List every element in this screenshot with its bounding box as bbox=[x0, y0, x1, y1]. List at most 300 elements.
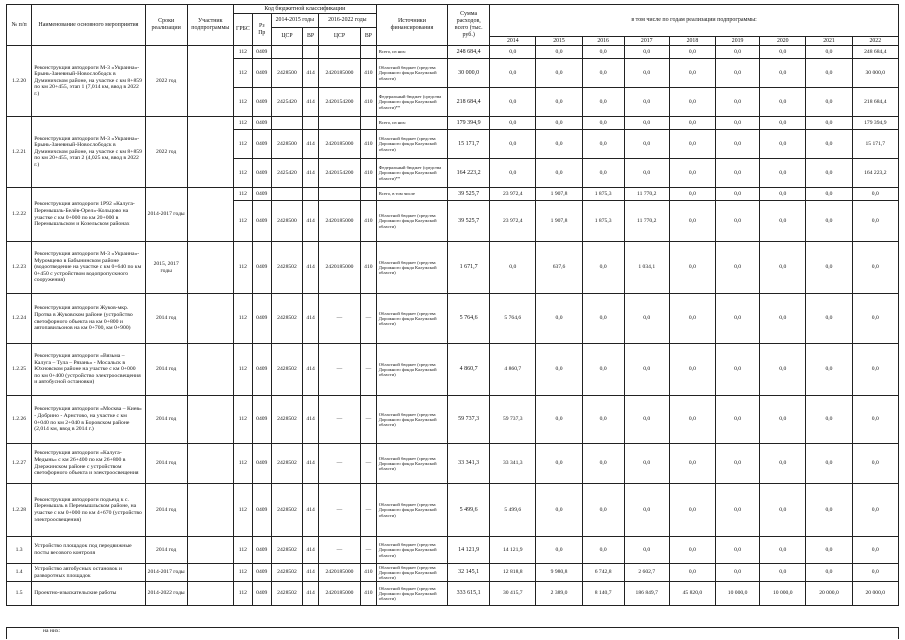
cell-year-value: 20 000,0 bbox=[852, 582, 898, 606]
cell-year-value: 4 860,7 bbox=[490, 344, 536, 396]
col-year: 2015 bbox=[536, 37, 582, 46]
cell-csr2 bbox=[318, 188, 360, 201]
cell-csr1: 2428502 bbox=[271, 537, 303, 564]
cell-csr1: 2428502 bbox=[271, 444, 303, 484]
cell-year-value: 0,0 bbox=[536, 294, 582, 344]
cell-rzpr: 0409 bbox=[252, 396, 271, 444]
row-participant bbox=[187, 46, 233, 117]
cell-year-value: 33 341,3 bbox=[490, 444, 536, 484]
cell-source: Областной бюджет (средства Дорожного фонда Калужской области) bbox=[376, 582, 447, 606]
cell-year-value: 0,0 bbox=[852, 444, 898, 484]
cell-year-value: 12 818,8 bbox=[490, 564, 536, 582]
cell-year-value: 0,0 bbox=[852, 242, 898, 294]
cell-year-value: 0,0 bbox=[536, 484, 582, 537]
cell-csr2: — bbox=[318, 396, 360, 444]
col-year: 2016 bbox=[582, 37, 624, 46]
col-rzpr: Рз Пр bbox=[252, 14, 271, 46]
cell-grbs: 112 bbox=[233, 59, 252, 88]
cell-year-value: 0,0 bbox=[669, 201, 715, 242]
table-row bbox=[7, 242, 899, 294]
cell-year-value: 0,0 bbox=[582, 159, 624, 188]
cell-total: 218 684,4 bbox=[448, 88, 490, 117]
cell-year-value: 0,0 bbox=[760, 537, 806, 564]
cell-year-value: 0,0 bbox=[536, 537, 582, 564]
cell-rzpr: 0409 bbox=[252, 564, 271, 582]
document-page bbox=[6, 4, 899, 634]
cell-year-value: 0,0 bbox=[490, 46, 536, 59]
cell-year-value: 0,0 bbox=[716, 201, 760, 242]
cell-year-value: 0,0 bbox=[624, 46, 669, 59]
row-number: 1.2.23 bbox=[7, 242, 32, 294]
row-number: 1.2.25 bbox=[7, 344, 32, 396]
row-number: 1.2.21 bbox=[7, 117, 32, 188]
cell-csr2 bbox=[318, 117, 360, 130]
col-csr2: ЦСР bbox=[318, 28, 360, 46]
row-name: Реконструкция автодороги «Москва – Киев» - Добрино - Арнстово, на участке с км 0+040 по км 2+040 в Боровском районе (2,014 км, ввод в 2014 г.) bbox=[32, 396, 145, 444]
cell-grbs: 112 bbox=[233, 46, 252, 59]
cell-year-value: 0,0 bbox=[806, 294, 852, 344]
cell-vr2: 410 bbox=[360, 88, 376, 117]
cell-year-value: 0,0 bbox=[582, 242, 624, 294]
cell-year-value: 0,0 bbox=[536, 344, 582, 396]
cell-year-value: 0,0 bbox=[716, 188, 760, 201]
row-participant bbox=[187, 242, 233, 294]
cell-total: 30 000,0 bbox=[448, 59, 490, 88]
cell-csr2: 2420185000 bbox=[318, 242, 360, 294]
cell-vr2: — bbox=[360, 344, 376, 396]
cell-csr2: 2420185000 bbox=[318, 564, 360, 582]
cell-rzpr: 0409 bbox=[252, 117, 271, 130]
cell-grbs: 112 bbox=[233, 159, 252, 188]
cell-csr1: 2425420 bbox=[271, 88, 303, 117]
cell-year-value: 0,0 bbox=[582, 396, 624, 444]
cell-year-value: 0,0 bbox=[716, 46, 760, 59]
row-number: 1.4 bbox=[7, 564, 32, 582]
cell-source: Федеральный бюджет (средства Дорожного фонда Калужской области)** bbox=[376, 159, 447, 188]
cell-csr1: 2428502 bbox=[271, 294, 303, 344]
cell-year-value: 0,0 bbox=[760, 242, 806, 294]
cell-vr1 bbox=[303, 46, 319, 59]
cell-year-value: 0,0 bbox=[582, 344, 624, 396]
row-number: 1.2.20 bbox=[7, 46, 32, 117]
cell-year-value: 1 875,3 bbox=[582, 201, 624, 242]
cell-year-value: 0,0 bbox=[669, 88, 715, 117]
cell-vr2: 410 bbox=[360, 159, 376, 188]
cell-source: Областной бюджет (средства Дорожного фонда Калужской области) bbox=[376, 59, 447, 88]
cell-year-value: 186 849,7 bbox=[624, 582, 669, 606]
cell-vr1 bbox=[303, 188, 319, 201]
cell-year-value: 0,0 bbox=[582, 484, 624, 537]
row-period: 2014-2022 годы bbox=[145, 582, 187, 606]
cell-year-value: 0,0 bbox=[806, 564, 852, 582]
cell-total: 333 615,1 bbox=[448, 582, 490, 606]
cell-source: Областной бюджет (средства Дорожного фонда Калужской области) bbox=[376, 444, 447, 484]
table-row bbox=[7, 188, 899, 201]
cell-vr2: 410 bbox=[360, 582, 376, 606]
col-year: 2021 bbox=[806, 37, 852, 46]
cell-year-value: 0,0 bbox=[806, 242, 852, 294]
cell-vr2: 410 bbox=[360, 201, 376, 242]
row-participant bbox=[187, 582, 233, 606]
cell-year-value: 0,0 bbox=[490, 242, 536, 294]
cell-rzpr: 0409 bbox=[252, 582, 271, 606]
cell-rzpr: 0409 bbox=[252, 537, 271, 564]
cell-year-value: 0,0 bbox=[582, 294, 624, 344]
cell-total: 59 737,3 bbox=[448, 396, 490, 444]
cell-year-value: 0,0 bbox=[624, 396, 669, 444]
cell-source: Областной бюджет (средства Дорожного фонда Калужской области) bbox=[376, 201, 447, 242]
cell-vr1: 414 bbox=[303, 396, 319, 444]
cell-year-value: 0,0 bbox=[716, 130, 760, 159]
cell-source: Областной бюджет (средства Дорожного фонда Калужской области) bbox=[376, 242, 447, 294]
cell-rzpr: 0409 bbox=[252, 59, 271, 88]
col-year: 2018 bbox=[669, 37, 715, 46]
cell-vr2 bbox=[360, 117, 376, 130]
row-participant bbox=[187, 188, 233, 242]
cell-csr1: 2428502 bbox=[271, 396, 303, 444]
table-row bbox=[7, 537, 899, 564]
row-period: 2015, 2017 годы bbox=[145, 242, 187, 294]
row-name: Реконструкция автодороги «Вязьма – Калуга – Тула – Рязань» - Мосальск в Юхновском районе на участке с км 0+000 по км 0+400 (устройство электроосвещения и автобусной остановки) bbox=[32, 344, 145, 396]
cell-rzpr: 0409 bbox=[252, 159, 271, 188]
cell-year-value: 0,0 bbox=[582, 537, 624, 564]
cell-year-value: 0,0 bbox=[669, 242, 715, 294]
cell-csr2 bbox=[318, 46, 360, 59]
cell-year-value: 0,0 bbox=[716, 537, 760, 564]
cell-year-value: 11 770,2 bbox=[624, 188, 669, 201]
cell-grbs: 112 bbox=[233, 537, 252, 564]
cell-year-value: 0,0 bbox=[806, 344, 852, 396]
cell-year-value: 0,0 bbox=[806, 159, 852, 188]
row-name: Реконструкция автодороги М-3 «Украина»-Брынь-Заневный-Новослободск в Думиничском районе, на участке с км 8+859 по км 20+455, этап 2 (4,025 км, ввод в 2022 г.) bbox=[32, 117, 145, 188]
cell-year-value: 218 684,4 bbox=[852, 88, 898, 117]
cell-year-value: 0,0 bbox=[669, 396, 715, 444]
cell-year-value: 0,0 bbox=[669, 344, 715, 396]
cell-year-value: 0,0 bbox=[806, 46, 852, 59]
cell-year-value: 0,0 bbox=[716, 59, 760, 88]
cell-csr2: 2420185000 bbox=[318, 130, 360, 159]
table-row bbox=[7, 444, 899, 484]
cell-year-value: 0,0 bbox=[760, 46, 806, 59]
cell-grbs: 112 bbox=[233, 242, 252, 294]
cell-source: Областной бюджет (средства Дорожного фонда Калужской области) bbox=[376, 484, 447, 537]
col-source: Источники финансирования bbox=[376, 5, 447, 46]
cell-grbs: 112 bbox=[233, 294, 252, 344]
cell-rzpr: 0409 bbox=[252, 294, 271, 344]
row-number: 1.3 bbox=[7, 537, 32, 564]
cell-rzpr: 0409 bbox=[252, 484, 271, 537]
table-row bbox=[7, 344, 899, 396]
cell-vr2 bbox=[360, 188, 376, 201]
cell-total: 179 394,9 bbox=[448, 117, 490, 130]
cell-year-value: 0,0 bbox=[716, 294, 760, 344]
cell-csr1: 2428502 bbox=[271, 582, 303, 606]
cell-vr1: 414 bbox=[303, 88, 319, 117]
cell-year-value: 0,0 bbox=[852, 344, 898, 396]
cell-total: 32 145,1 bbox=[448, 564, 490, 582]
cell-year-value: 0,0 bbox=[806, 59, 852, 88]
cell-year-value: 0,0 bbox=[669, 117, 715, 130]
col-year: 2019 bbox=[716, 37, 760, 46]
cell-year-value: 0,0 bbox=[669, 484, 715, 537]
cell-vr2 bbox=[360, 46, 376, 59]
cell-year-value: 0,0 bbox=[624, 117, 669, 130]
cell-year-value: 0,0 bbox=[490, 88, 536, 117]
cell-year-value: 0,0 bbox=[582, 117, 624, 130]
cell-vr1: 414 bbox=[303, 130, 319, 159]
cell-year-value: 0,0 bbox=[806, 117, 852, 130]
cell-year-value: 0,0 bbox=[536, 130, 582, 159]
cell-year-value: 1 034,1 bbox=[624, 242, 669, 294]
cell-grbs: 112 bbox=[233, 564, 252, 582]
cell-year-value: 0,0 bbox=[806, 88, 852, 117]
row-name: Устройство автобусных остановок и разворотных площадок bbox=[32, 564, 145, 582]
row-period: 2014 год bbox=[145, 294, 187, 344]
col-vr2: ВР bbox=[360, 28, 376, 46]
cell-year-value: 0,0 bbox=[716, 159, 760, 188]
cell-year-value: 30 415,7 bbox=[490, 582, 536, 606]
cell-year-value: 0,0 bbox=[624, 88, 669, 117]
cell-year-value: 0,0 bbox=[624, 484, 669, 537]
row-participant bbox=[187, 294, 233, 344]
cell-csr2: — bbox=[318, 537, 360, 564]
row-name: Проектно-изыскательские работы bbox=[32, 582, 145, 606]
cell-vr2: 410 bbox=[360, 242, 376, 294]
row-participant bbox=[187, 537, 233, 564]
budget-table bbox=[6, 4, 899, 606]
cell-year-value: 0,0 bbox=[536, 444, 582, 484]
footer-stub: на них: bbox=[6, 627, 899, 639]
cell-vr1: 414 bbox=[303, 242, 319, 294]
cell-year-value: 5 764,6 bbox=[490, 294, 536, 344]
cell-year-value: 0,0 bbox=[760, 188, 806, 201]
cell-year-value: 0,0 bbox=[852, 484, 898, 537]
row-name: Реконструкция автодороги 1Р92 «Калуга-Перемышль-Белёв-Орел»-Кольцово на участке с км 0+000 по км 20+000 в Перемышльском и Козельском районах bbox=[32, 188, 145, 242]
cell-csr2: — bbox=[318, 294, 360, 344]
cell-year-value: 0,0 bbox=[760, 88, 806, 117]
row-number: 1.2.22 bbox=[7, 188, 32, 242]
cell-year-value: 2 389,0 bbox=[536, 582, 582, 606]
cell-vr1: 414 bbox=[303, 564, 319, 582]
cell-vr2: — bbox=[360, 396, 376, 444]
cell-year-value: 0,0 bbox=[806, 537, 852, 564]
cell-year-value: 10 000,0 bbox=[716, 582, 760, 606]
row-name: Реконструкция автодороги М-3 «Украина»-Брынь-Заневный-Новослободск в Думиничском районе, на участке с км 8+859 по км 20+455, этап 1 (7,014 км, ввод в 2022 г.) bbox=[32, 46, 145, 117]
cell-rzpr: 0409 bbox=[252, 130, 271, 159]
cell-grbs: 112 bbox=[233, 88, 252, 117]
cell-year-value: 0,0 bbox=[760, 294, 806, 344]
cell-year-value: 0,0 bbox=[669, 159, 715, 188]
cell-year-value: 0,0 bbox=[624, 537, 669, 564]
cell-vr1: 414 bbox=[303, 484, 319, 537]
cell-source: Областной бюджет (средства Дорожного фонда Калужской области) bbox=[376, 294, 447, 344]
cell-year-value: 0,0 bbox=[536, 59, 582, 88]
cell-grbs: 112 bbox=[233, 582, 252, 606]
cell-total: 14 121,9 bbox=[448, 537, 490, 564]
col-y1622: 2016-2022 годы bbox=[318, 14, 376, 28]
cell-year-value: 10 000,0 bbox=[760, 582, 806, 606]
cell-rzpr: 0409 bbox=[252, 201, 271, 242]
cell-year-value: 1 907,8 bbox=[536, 201, 582, 242]
cell-vr1: 414 bbox=[303, 537, 319, 564]
cell-total: 39 525,7 bbox=[448, 188, 490, 201]
cell-year-value: 0,0 bbox=[490, 130, 536, 159]
cell-year-value: 0,0 bbox=[760, 59, 806, 88]
cell-year-value: 0,0 bbox=[582, 130, 624, 159]
cell-year-value: 0,0 bbox=[582, 444, 624, 484]
cell-rzpr: 0409 bbox=[252, 46, 271, 59]
cell-grbs: 112 bbox=[233, 444, 252, 484]
col-y1415: 2014-2015 годы bbox=[271, 14, 318, 28]
col-year: 2022 bbox=[852, 37, 898, 46]
cell-total: 164 223,2 bbox=[448, 159, 490, 188]
row-number: 1.2.26 bbox=[7, 396, 32, 444]
cell-year-value: 0,0 bbox=[669, 444, 715, 484]
cell-vr1: 414 bbox=[303, 159, 319, 188]
cell-year-value: 0,0 bbox=[490, 59, 536, 88]
row-number: 1.2.27 bbox=[7, 444, 32, 484]
row-participant bbox=[187, 564, 233, 582]
cell-csr1: 2428500 bbox=[271, 59, 303, 88]
cell-vr2: 410 bbox=[360, 564, 376, 582]
cell-total: 1 671,7 bbox=[448, 242, 490, 294]
cell-year-value: 0,0 bbox=[806, 201, 852, 242]
cell-vr1: 414 bbox=[303, 294, 319, 344]
row-period: 2014-2017 годы bbox=[145, 188, 187, 242]
cell-csr1: 2428500 bbox=[271, 130, 303, 159]
table-row bbox=[7, 396, 899, 444]
row-number: 1.5 bbox=[7, 582, 32, 606]
cell-year-value: 0,0 bbox=[716, 484, 760, 537]
cell-vr2: 410 bbox=[360, 130, 376, 159]
cell-year-value: 0,0 bbox=[624, 59, 669, 88]
cell-year-value: 0,0 bbox=[760, 344, 806, 396]
row-participant bbox=[187, 396, 233, 444]
cell-source: Всего, из них: bbox=[376, 46, 447, 59]
row-participant bbox=[187, 484, 233, 537]
cell-year-value: 0,0 bbox=[760, 444, 806, 484]
cell-grbs: 112 bbox=[233, 117, 252, 130]
table-body bbox=[7, 46, 899, 606]
cell-year-value: 0,0 bbox=[852, 294, 898, 344]
cell-year-value: 0,0 bbox=[624, 444, 669, 484]
cell-rzpr: 0409 bbox=[252, 344, 271, 396]
cell-year-value: 0,0 bbox=[760, 564, 806, 582]
cell-total: 39 525,7 bbox=[448, 201, 490, 242]
row-period: 2014 год bbox=[145, 444, 187, 484]
cell-year-value: 23 972,4 bbox=[490, 188, 536, 201]
cell-year-value: 0,0 bbox=[760, 117, 806, 130]
cell-csr2: 2420154200 bbox=[318, 159, 360, 188]
col-year: 2014 bbox=[490, 37, 536, 46]
cell-year-value: 0,0 bbox=[490, 159, 536, 188]
cell-source: Областной бюджет (средства Дорожного фонда Калужской области) bbox=[376, 130, 447, 159]
row-name: Устройство площадок под передвижные посты весового контроля bbox=[32, 537, 145, 564]
cell-csr1: 2428502 bbox=[271, 484, 303, 537]
col-participant: Участник подпрограммы bbox=[187, 5, 233, 46]
cell-year-value: 2 602,7 bbox=[624, 564, 669, 582]
cell-year-value: 59 737,3 bbox=[490, 396, 536, 444]
row-name: Реконструкция автодороги подъезд к с. Перемышль в Перемышльском районе, на участке с км 0+000 по км 4+670 (устройство электроосвещения) bbox=[32, 484, 145, 537]
row-period: 2014-2017 годы bbox=[145, 564, 187, 582]
cell-grbs: 112 bbox=[233, 344, 252, 396]
cell-year-value: 0,0 bbox=[624, 294, 669, 344]
row-name: Реконструкция автодороги М-3 «Украина»-Муромцево в Бабынинском районе (водоотведение на участке с км 0+640 по км 0+450 с устройством водопропускного сооружения) bbox=[32, 242, 145, 294]
cell-total: 15 171,7 bbox=[448, 130, 490, 159]
cell-year-value: 0,0 bbox=[536, 159, 582, 188]
table-row bbox=[7, 484, 899, 537]
cell-year-value: 0,0 bbox=[624, 159, 669, 188]
cell-year-value: 248 684,4 bbox=[852, 46, 898, 59]
cell-vr2: — bbox=[360, 444, 376, 484]
cell-year-value: 8 140,7 bbox=[582, 582, 624, 606]
cell-year-value: 0,0 bbox=[852, 201, 898, 242]
row-number: 1.2.28 bbox=[7, 484, 32, 537]
row-period: 2014 год bbox=[145, 344, 187, 396]
row-period: 2014 год bbox=[145, 537, 187, 564]
row-number: 1.2.24 bbox=[7, 294, 32, 344]
row-name: Реконструкция автодороги «Калуга-Медынь» с км 26+400 по км 26+800 в Дзержинском районе с устройством светофорного объекта и электроосвещения bbox=[32, 444, 145, 484]
row-name: Реконструкция автодороги Жуков-мкр. Протва в Жуковском районе (устройство светофорного объекта на км 0+800 и автопавильонов на км 0+700, км 0+900) bbox=[32, 294, 145, 344]
cell-year-value: 0,0 bbox=[582, 46, 624, 59]
col-csr1: ЦСР bbox=[271, 28, 303, 46]
cell-vr1: 414 bbox=[303, 444, 319, 484]
cell-year-value: 0,0 bbox=[716, 117, 760, 130]
cell-csr2: — bbox=[318, 484, 360, 537]
cell-total: 5 499,6 bbox=[448, 484, 490, 537]
cell-year-value: 0,0 bbox=[760, 484, 806, 537]
cell-csr2: 2420154200 bbox=[318, 88, 360, 117]
cell-source: Федеральный бюджет (средства Дорожного фонда Калужской области)** bbox=[376, 88, 447, 117]
cell-year-value: 0,0 bbox=[760, 159, 806, 188]
cell-year-value: 5 499,6 bbox=[490, 484, 536, 537]
cell-total: 4 860,7 bbox=[448, 344, 490, 396]
cell-year-value: 14 121,9 bbox=[490, 537, 536, 564]
cell-csr2: — bbox=[318, 344, 360, 396]
cell-year-value: 0,0 bbox=[582, 59, 624, 88]
col-period: Сроки реализации bbox=[145, 5, 187, 46]
table-row bbox=[7, 294, 899, 344]
cell-year-value: 0,0 bbox=[669, 46, 715, 59]
col-total: Сумма расходов, всего (тыс. руб.) bbox=[448, 5, 490, 46]
cell-year-value: 0,0 bbox=[716, 344, 760, 396]
cell-rzpr: 0409 bbox=[252, 242, 271, 294]
cell-total: 248 684,4 bbox=[448, 46, 490, 59]
cell-year-value: 0,0 bbox=[536, 117, 582, 130]
col-grbs: ГРБС bbox=[233, 14, 252, 46]
cell-csr2: 2420185000 bbox=[318, 582, 360, 606]
row-period: 2022 год bbox=[145, 117, 187, 188]
table-row bbox=[7, 564, 899, 582]
cell-vr1: 414 bbox=[303, 59, 319, 88]
cell-csr1: 2428502 bbox=[271, 564, 303, 582]
cell-year-value: 6 742,8 bbox=[582, 564, 624, 582]
cell-vr2: — bbox=[360, 294, 376, 344]
cell-source: Областной бюджет (средства Дорожного фонда Калужской области) bbox=[376, 396, 447, 444]
table-row bbox=[7, 582, 899, 606]
cell-year-value: 0,0 bbox=[760, 130, 806, 159]
cell-vr1: 414 bbox=[303, 201, 319, 242]
cell-csr2: 2420185000 bbox=[318, 201, 360, 242]
cell-year-value: 0,0 bbox=[852, 188, 898, 201]
cell-vr1: 414 bbox=[303, 582, 319, 606]
cell-year-value: 0,0 bbox=[716, 242, 760, 294]
cell-rzpr: 0409 bbox=[252, 88, 271, 117]
cell-year-value: 0,0 bbox=[536, 46, 582, 59]
row-period: 2022 год bbox=[145, 46, 187, 117]
cell-grbs: 112 bbox=[233, 188, 252, 201]
cell-year-value: 30 000,0 bbox=[852, 59, 898, 88]
